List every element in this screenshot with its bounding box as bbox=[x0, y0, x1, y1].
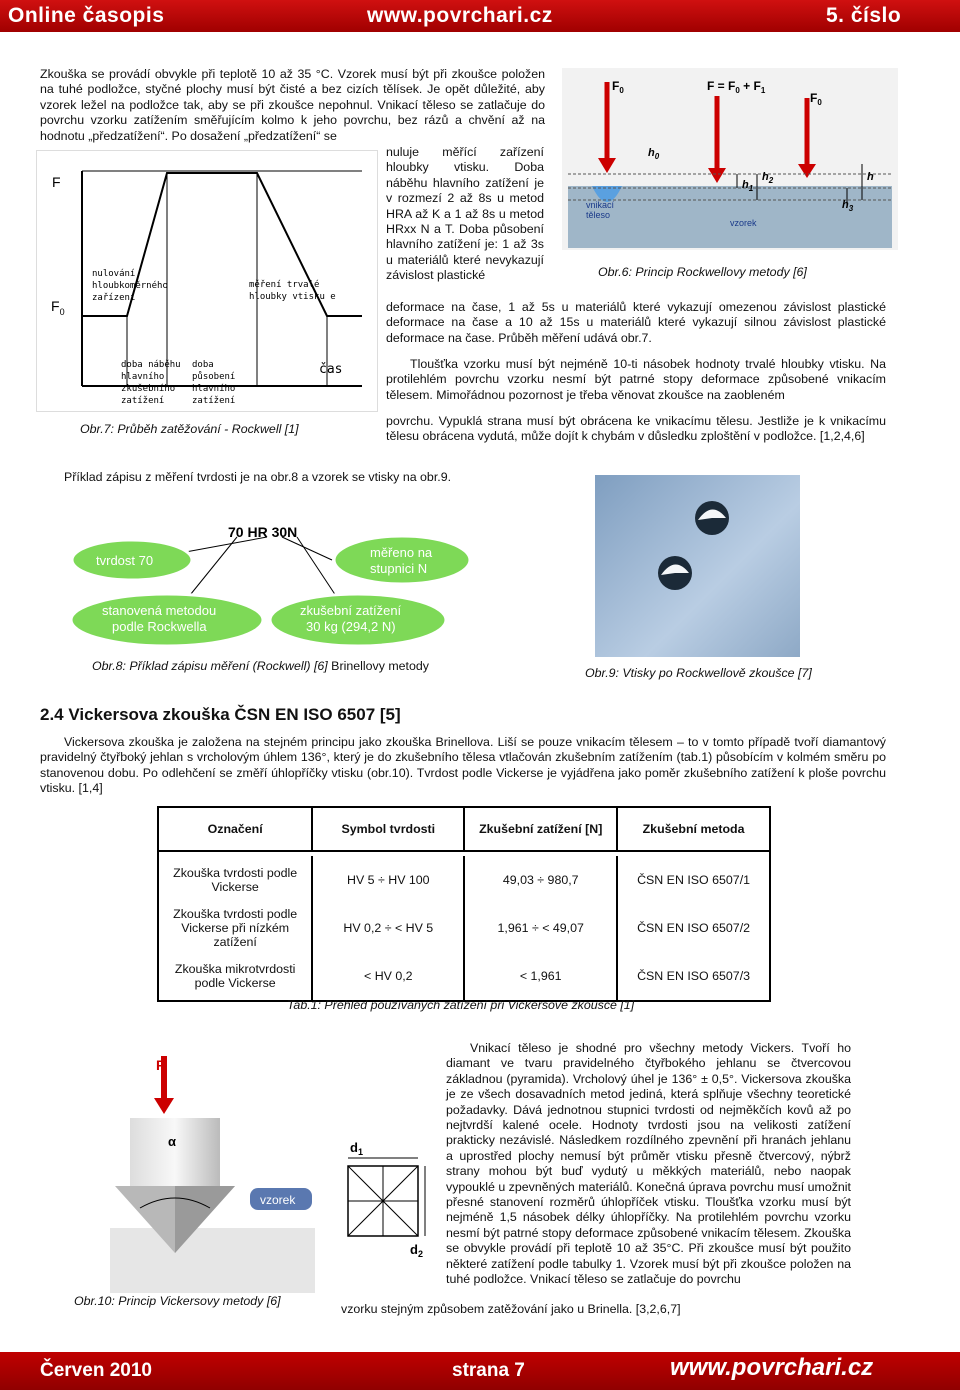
footer-logo[interactable]: www.povrchari.cz bbox=[670, 1354, 874, 1381]
svg-text:měřeno na: měřeno na bbox=[370, 545, 433, 560]
vickers-diagram bbox=[110, 1048, 440, 1296]
table-row bbox=[158, 904, 770, 952]
indent-photo bbox=[595, 475, 800, 657]
table-header-cell: Symbol tvrdosti bbox=[312, 807, 464, 851]
figure-vickers-principle bbox=[110, 1048, 440, 1296]
svg-text:zkušební zatížení: zkušební zatížení bbox=[300, 603, 402, 618]
figure-rockwell-loading bbox=[36, 150, 378, 412]
table-header-cell: Označení bbox=[158, 807, 312, 851]
caption-fig10: Obr.10: Princip Vickersovy metody [6] bbox=[74, 1294, 281, 1308]
svg-text:h2: $h_2$ bbox=[762, 171, 774, 185]
page-footer bbox=[0, 1352, 960, 1390]
figure-indent-photo bbox=[595, 475, 800, 657]
table-cell: 1,961 ÷ < 49,07 bbox=[464, 904, 617, 952]
sample-block bbox=[110, 1228, 315, 1293]
header-url[interactable]: www.povrchari.cz bbox=[367, 4, 553, 27]
footer-date: Červen 2010 bbox=[40, 1360, 152, 1381]
figure-rockwell-notation bbox=[62, 515, 472, 650]
paragraph-curved: povrchu. Vypuklá strana musí být obrácena ke vnikacímu tělesu. Jestliže je k vnikacímu tělesu obrácena vydutá, může dojít k chybám v důsledku zploštění v podložce. [1,2,4,6] bbox=[386, 414, 886, 444]
svg-text:d2: $d_2$ bbox=[410, 1242, 423, 1259]
paragraph-vickers-detail: Vnikací těleso je shodné pro všechny metody Vickers. Tvoří ho diamant ve tvaru pravidelného čtyřbokého jehlanu se čtvercovou základnou (pyramida). Vrcholový úhel je 136° ± 0,5°. Vickersova zkouška je ze všech dosavadních metod jediná, která splňuje všechny teoretické požadavky. Dává jednotnou stupnici tvrdosti od nejměkčích kovů až po nejtvrdší kalené ocele. Hodnoty tvrdosti jsou na velikosti zatížení prakticky nezávislé. Následkem rozdílného zpevnění při hranách jehlanu a uprostřed plochy nemusí být průměr vtisku přesně čtvercový, nýbrž strany mohou být buď vydutý u měkkých materiálů, nebo naopak vypouklé u zpevněných materiálů. Konečná úprava povrchu musí umožnit přesné stanovení rozměrů úhlopříček vtisku. Tloušťka vzorku musí být nejméně 1,5 násobek délky úhlopříčky. Na protilehlém povrchu vzorku nesmí být patrné stopy deformace způsobené vnikacím tělesem. Zkouška se obvykle provádí při teplotě 10 až 35°C. Při zkoušce musí být použito některé zatížení podle tabulky 1. Vzorek musí být při zkoušce položen na tuhé podložce. Vnikací těleso se zatlačuje do povrchu bbox=[446, 1041, 851, 1287]
figure-rockwell-principle bbox=[562, 68, 898, 250]
section-title: 2.4 Vickersova zkouška ČSN EN ISO 6507 [5] bbox=[40, 705, 401, 724]
table-cell: ČSN EN ISO 6507/1 bbox=[617, 856, 770, 904]
notation-diagram bbox=[62, 515, 472, 650]
table-cell: < 1,961 bbox=[464, 952, 617, 1001]
table-header-cell: Zkušební zatížení [N] bbox=[464, 807, 617, 851]
table-cell: HV 0,2 ÷ < HV 5 bbox=[312, 904, 464, 952]
caption-fig6: Obr.6: Princip Rockwellovy metody [6] bbox=[598, 265, 807, 279]
svg-text:vzorek: vzorek bbox=[260, 1193, 296, 1207]
svg-text:těleso: těleso bbox=[586, 210, 611, 220]
svg-text:tvrdost 70: tvrdost 70 bbox=[96, 553, 154, 568]
paragraph-loading-narrow: nuluje měřící zařízení hloubky vtisku. Doba náběhu hlavního zatížení je v rozmezí 2 až 8s u metod HRA až K a 1 až 8s u metod HRxx N a T. Doba působení hlavního zatížení je: 1 až 3s u materiálů které nevykazují závislost plastické bbox=[386, 145, 544, 283]
table-cell: < HV 0,2 bbox=[312, 952, 464, 1001]
svg-text:F: F bbox=[52, 174, 61, 190]
table-row bbox=[158, 856, 770, 904]
svg-text:F: F bbox=[156, 1057, 165, 1073]
svg-text:stanovená metodou: stanovená metodou bbox=[102, 603, 217, 618]
svg-text:h3: $h_3$ bbox=[842, 199, 854, 213]
header-issue: 5. číslo bbox=[826, 4, 902, 27]
svg-text:h: h bbox=[867, 171, 874, 183]
table-cell: HV 5 ÷ HV 100 bbox=[312, 856, 464, 904]
loading-curve-diagram bbox=[37, 151, 377, 411]
svg-text:70 HR 30N: 70 HR 30N bbox=[228, 524, 298, 540]
paragraph-thickness: Tloušťka vzorku musí být nejméně 10-ti násobek hodnoty trvalé hloubky vtisku. Na protilehlém povrchu vzorku nesmí být patrné stopy deformace způsobené vnikacím tělesem. Mimořádnou pozornost je třeba věnovat zkoušce na zaobleném bbox=[386, 357, 886, 402]
table-cell: Zkouška mikrotvrdosti podle Vickerse bbox=[158, 952, 312, 1001]
svg-text:stupnici N: stupnici N bbox=[370, 561, 428, 576]
caption-fig7: Obr.7: Průběh zatěžování - Rockwell [1] bbox=[80, 422, 299, 436]
svg-text:α: α bbox=[168, 1134, 176, 1149]
svg-text:čas: čas bbox=[319, 362, 343, 377]
svg-text:nulování hloubkoměrného: nulování hloubkoměrného zařízení bbox=[92, 269, 168, 303]
table-row bbox=[158, 952, 770, 1001]
paragraph-example: Příklad zápisu z měření tvrdosti je na obr.8 a vzorek se vtisky na obr.9. bbox=[64, 470, 452, 484]
svg-text:F = F0 + F1: $F = F_0 + F_1$ bbox=[707, 79, 766, 95]
paragraph-loading-wide: deformace na čase, 1 až 5s u materiálů které vykazují omezenou závislost plastické deformace na čase a 10 až 15s u materiálů které vykazují silnou závislost plastické deformace na čase. Průběh měření udává obr.7. bbox=[386, 300, 886, 345]
table-cell: Zkouška tvrdosti podle Vickerse při nízkém zatížení bbox=[158, 904, 312, 952]
caption-fig8: Obr.8: Příklad zápisu měření (Rockwell) [6] Brinellovy metody bbox=[92, 659, 429, 673]
svg-text:vnikací: vnikací bbox=[586, 200, 615, 210]
table-cell: ČSN EN ISO 6507/3 bbox=[617, 952, 770, 1001]
page-header bbox=[0, 0, 960, 32]
table-header-row bbox=[158, 807, 770, 851]
paragraph-vickers-tail: vzorku stejným způsobem zatěžování jako u Brinella. [3,2,6,7] bbox=[341, 1302, 681, 1316]
table-cell: ČSN EN ISO 6507/2 bbox=[617, 904, 770, 952]
svg-text:30 kg (294,2 N): 30 kg (294,2 N) bbox=[306, 619, 396, 634]
page-number: strana 7 bbox=[452, 1360, 525, 1381]
svg-text:podle Rockwella: podle Rockwella bbox=[112, 619, 207, 634]
table-cell: 49,03 ÷ 980,7 bbox=[464, 856, 617, 904]
paragraph-intro: Zkouška se provádí obvykle při teplotě 10 až 35 °C. Vzorek musí být při zkoušce položen na tuhé podložce, styčné plochy musí být čisté a bez cizích tělísek. Je opět důležité, aby vzorek ležel na podložce tak, aby se při zkoušce nepohnul. Vnikací těleso se zatlačuje do povrchu vzorku zatížením směřujícím kolmo k jeho povrchu, bez rázů a chvění až na hodnotu „předzatížení“. Po dosažení „předzatížení“ se bbox=[40, 67, 545, 143]
rockwell-principle-diagram bbox=[562, 68, 898, 250]
caption-table1: Tab.1: Přehled používaných zatížení při Vickersově zkoušce [1] bbox=[287, 998, 635, 1012]
svg-text:d1: $d_1$ bbox=[350, 1140, 363, 1157]
table-header-cell: Zkušební metoda bbox=[617, 807, 770, 851]
svg-text:doba náběhu hlavního: doba náběhu hlavního zkušebního zatížení bbox=[121, 360, 181, 406]
svg-text:h0: $h_0$ bbox=[648, 147, 660, 161]
svg-text:F0: $F_0$ bbox=[810, 91, 822, 107]
svg-text:F0: $F_0$ bbox=[51, 298, 65, 317]
table-cell: Zkouška tvrdosti podle Vickerse bbox=[158, 856, 312, 904]
load-table bbox=[157, 806, 771, 1002]
svg-text:vzorek: vzorek bbox=[730, 218, 757, 228]
caption-fig9: Obr.9: Vtisky po Rockwellově zkoušce [7] bbox=[585, 666, 812, 680]
paragraph-vickers-intro: Vickersova zkouška je založena na stejném principu jako zkouška Brinellova. Liší se pouze vnikacím tělesem – to v tomto případě tvoří diamantový pravidelný čtyřboký jehlan s vrcholovým úhlem 136°, který je do zkušebního tělesa vtlačován zkušebním zatížením (tab.1) působícím v kolmém směru po stanovenou dobu. Po odlehčení se změří úhlopříčky vtisku (obr.10). Tvrdost podle Vickerse je vyjádřena jako poměr zkušebního zatížení k ploše povrchu vtisku. [1,4] bbox=[40, 735, 886, 796]
svg-text:h1: $h_1$ bbox=[742, 179, 754, 193]
svg-text:doba působení hlav: doba působení hlavního zatížení bbox=[192, 360, 236, 406]
svg-text:měření trvalé hloubky vt: měření trvalé hloubky vtisku e bbox=[249, 280, 336, 302]
svg-text:F0: $F_0$ bbox=[612, 79, 624, 95]
header-magazine: Online časopis bbox=[8, 4, 165, 27]
